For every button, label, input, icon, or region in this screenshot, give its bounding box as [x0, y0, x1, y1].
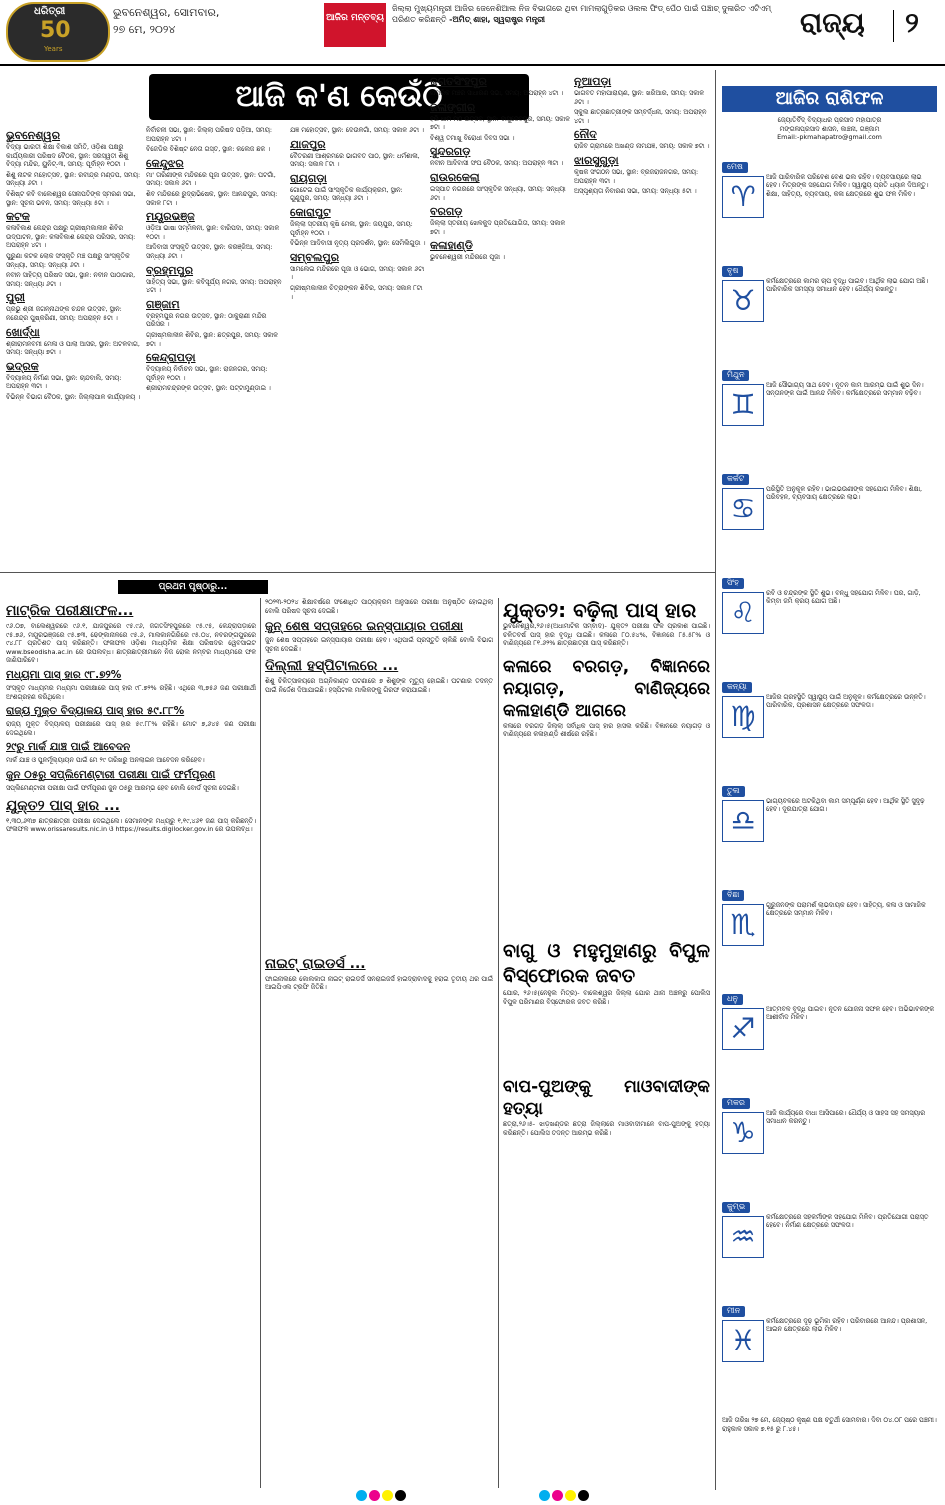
quote-author: -ଅମିତ୍ ଶାହା, ସ୍ୱରାଷ୍ଟ୍ର ମନ୍ତ୍ରୀ — [449, 15, 546, 24]
event-city-heading: କେନ୍ଦ୍ରାପଡ଼ା — [146, 351, 196, 365]
event-item: ବିଶ୍ୱ ତମାଖୁ ବିରୋଧୀ ଦିବସ ସଭା । — [430, 133, 515, 142]
zodiac-text: ଆତ୍ମବଳ ବୃଦ୍ଧି ପାଇବ। ନୂତନ ଯୋଜନା ସଫଳ ହେବ। ଅଭିଭାବକଙ୍କ ଆଶୀର୍ବାଦ ମିଳିବ। — [766, 1004, 935, 1022]
event-item: ନାଗରିକ ମଞ୍ଚର ସାଧାରଣ ସଭା, ସମୟ: ଅପରାହ୍ନ ୪ଟା । — [430, 89, 564, 97]
madhyama-body: ସଂସ୍କୃତ ମାଧ୍ୟମର ମଧ୍ୟମା ପରୀକ୍ଷାରେ ପାସ୍ ହାର ୯୮.୭୨% ରହିଛି। ଏଥିରେ ୩,୭୫୬ ଜଣ ପରୀକ୍ଷାର୍ଥୀ ଅଂଶଗ୍ରହଣ କରିଥିଲେ। — [6, 683, 256, 701]
event-item: ଅସ୍ପୃଶ୍ୟତା ନିବାରଣ ସଭା, ସମୟ: ସନ୍ଧ୍ୟା ୫ଟା । — [574, 187, 697, 196]
event-city-heading: ରାଉରକେଲା — [430, 170, 480, 184]
matric-body: ୯୬.୦୭, ବାଲେଶ୍ୱରରେ ୯୬.୧, ଯାଜପୁରରେ ୯୫.୯୬, ଜଗତସିଂହପୁରରେ ୯୫.୯୫, କେନ୍ଦ୍ରାପଡ଼ାରେ ୯୫.୭୬, ମୟୂରଭଞ୍ଜରେ ୯୫.୭୩, ଢେଙ୍କାନାଳରେ ୯୫.୬, ମାଲକାନଗିରିରେ ୯୫.୦୪, ନବରଙ୍ଗପୁରରେ ୯୪.୮୮ ପ୍ରତିଶତ ପାସ୍ କରିଛନ୍ତି। ଫଳାଫଳ ଓଡ଼ିଶା ମାଧ୍ୟମିକ ଶିକ୍ଷା ପରିଷଦର ୱେବସାଇଟ www.bseodisha.ac.in ରେ ଉପଲବ୍ଧ। ଛାତ୍ରଛାତ୍ରୀମାନେ ନିଜ ରୋଲ ନମ୍ବର ମାଧ୍ୟମରେ ଫଳ ଜାଣିପାରିବେ। — [6, 622, 256, 665]
zodiac-icon: ♓ — [722, 1320, 764, 1362]
zodiac-name: ମକର — [722, 1098, 750, 1109]
zodiac-icon: ♏ — [722, 904, 764, 946]
apply-heading: ୨୯ରୁ ମାର୍କ ଯାଞ୍ଚ ପାଇଁ ଆବେଦନ — [6, 741, 131, 754]
event-city-heading: କଳାହାଣ୍ଡି — [430, 239, 473, 253]
page-number: ୨ — [905, 6, 919, 39]
event-item: ଜିଲ୍ଲା ସ୍ତରୀୟ ଖେଳକୁଦ ପ୍ରତିଯୋଗିତା, ସମୟ: ସକାଳ ୭ଟା । — [430, 219, 566, 236]
event-item: କୃଷକ ସଂଗଠନ ସଭା, ସ୍ଥାନ: ବ୍ରଜରାଜନଗର, ସମୟ: ଅପରାହ୍ନ ୩ଟା । — [574, 167, 699, 185]
event-city-heading: କଟକ — [6, 210, 30, 224]
bagu-heading: ବାଗୁ ଓ ମହୁମୁହାଣରୁ ବିପୁଳ ବିସ୍ଫୋରକ ଜବତ — [503, 939, 710, 987]
matric-heading: ମାଟ୍ରିକ ପରୀକ୍ଷାଫଳ... — [6, 603, 134, 619]
event-item: ଶ୍ରୀରାମନବମୀ ମେଳା ଓ ପାଲା ଆସର, ସ୍ଥାନ: ଅଟଳବାଗ, ସମୟ: ସନ୍ଧ୍ୟା ୭ଟା । — [6, 339, 140, 357]
event-city-heading: ଖୋର୍ଦ୍ଧା — [6, 325, 40, 339]
quote-text: ଜିଲ୍ଲା ମୁଖ୍ୟମନ୍ତ୍ରୀ ଆଜିର ଜେନେଶିଆଲ ନିଜ ବିଭାଗରେ ଥିବା ମାମଲାଗୁଡ଼ିକର ଓଲଲ ଫିଡ୍ ପେଁଠ ପାଇଁ ପଞ୍ଚାଚ୍ ଦୁଳାରିତ ଏଟିଏମ୍ ପରିଣତ କରିଛନ୍ତି -ଅମିତ୍ ଶାହା, ସ୍ୱରାଷ୍ଟ୍ର ମନ୍ତ୍ରୀ — [392, 4, 772, 24]
madhyama-heading: ମଧ୍ୟମା ପାସ୍ ହାର ୯୮.୭୨% — [6, 668, 122, 681]
event-item: ପୁରୁଣା କଟକ ଲୋକ ସଂସ୍କୃତି ମଞ୍ଚ ପକ୍ଷରୁ ସାଂସ୍କୃତିକ ସନ୍ଧ୍ୟା, ସମୟ: ସନ୍ଧ୍ୟା ୬ଟା । — [6, 251, 130, 269]
inspire-heading: ଜୁନ୍ ଶେଷ ସପ୍ତାହରେ ଇନ୍‌ସ୍ପାୟାର ପରୀକ୍ଷା — [265, 619, 464, 634]
zodiac-text: ଆଜି ସୌଭାଗ୍ୟ ସାଥ ଦେବ। ନୂତନ କାମ ଆରମ୍ଭ ପାଇଁ ଶୁଭ ଦିନ। ସନ୍ତାନଙ୍କ ପାଇଁ ଆନନ୍ଦ ମିଳିବ। କର୍ମକ୍ଷେତ୍ରରେ ସମ୍ମାନ ବଢ଼ିବ। — [766, 380, 924, 398]
zodiac-icon: ♒ — [722, 1216, 764, 1258]
zodiac-name: ସିଂହ — [722, 578, 744, 589]
event-item: ଶ୍ରୀରାମଚନ୍ଦ୍ରଙ୍କ ଉତ୍ସବ, ସ୍ଥାନ: ପଟ୍ଟାମୁଣ୍ଡାଇ । — [146, 384, 271, 393]
event-city-heading: ସମ୍ବଲପୁର — [290, 250, 340, 264]
zodiac-sign — [722, 162, 937, 213]
plus2-big-heading: ଯୁକ୍ତ୨: ବଢ଼ିଲା ପାସ୍ ହାର — [503, 598, 697, 622]
event-item: ଓଡ଼ିଆ ଭାଷା ସମ୍ମିଳନୀ, ସ୍ଥାନ: ବାରିପଦା, ସମୟ: ସକାଳ ୧୦ଟା । — [146, 224, 280, 241]
event-city-heading: ବରଗଡ଼ — [430, 205, 463, 219]
color-registration-bar — [0, 1486, 945, 1498]
plus2-big-body: ଭୁବନେଶ୍ୱର,୨୬।୫(ଅଧାମାଟିକ ସମ୍ବାଦ)- ଯୁକ୍ତ୨ ପରୀକ୍ଷା ଫଳ ପ୍ରକାଶ ପାଇଛି। ଚଳିତବର୍ଷ ପାସ୍ ହାର ବୃଦ୍ଧି ପାଇଛି। କଳାରେ ୮୦.୫୪%, ବିଜ୍ଞାନରେ ୮୫.୫୮% ଓ ବାଣିଜ୍ୟରେ ୮୧.୬୨% ଛାତ୍ରଛାତ୍ରୀ ପାସ୍ କରିଛନ୍ତି। — [503, 622, 710, 648]
zodiac-text: କର୍ମକ୍ଷେତ୍ରରେ ଦୃଢ଼ ଭୂମିକା ରହିବ। ପରିବାରରେ ଆନନ୍ଦ। ପ୍ରଶାସନ, ଆଇନ କ୍ଷେତ୍ରରେ ଲାଭ ମିଳିବ। — [766, 1316, 928, 1334]
event-city-heading: ଜଳାଙ୍ଗୀର — [430, 100, 476, 114]
event-city-heading: ଭଦ୍ରକ — [6, 359, 39, 373]
article-col-c — [503, 598, 710, 1488]
bagu-body: ଯୋର, ୨୬।୫(ନେହୁଲ ମିତ୍ର)- ବାଲେଶ୍ୱର ଜିଲ୍ଲା ଯୋର ଥାନା ଅଞ୍ଚଳରୁ ପୋଲିସ ବିପୁଳ ପରିମାଣର ବିସ୍ଫୋରକ ଜବତ କରିଛି। — [503, 988, 710, 1006]
event-city-heading: ଯାଜପୁର — [290, 137, 326, 151]
logo — [6, 2, 110, 62]
night-body: ଫାଇନାଲରେ କୋଲକାତା ନାଇଟ୍ ରାଇଡର୍ସ ସନରାଇଜର୍ସ ହାଇଦ୍ରାବାଦକୁ ହରାଇ ତୃତୀୟ ଥର ପାଇଁ ଆଇପିଏଲ ଟ୍ରଫି ଜିତିଛି। — [265, 974, 493, 992]
zodiac-icon: ♑ — [722, 1112, 764, 1154]
quote-tag: ଆଜିର ମନ୍ତବ୍ୟ — [324, 3, 386, 47]
event-city-heading: ଗଞ୍ଜାମ — [146, 297, 180, 311]
event-city-heading: ଜଗତସିଂହପୁର — [430, 75, 487, 88]
inspire-body: ଜୁନ ଶେଷ ସପ୍ତାହରେ ଇନ୍‌ସ୍ପାୟାର ପରୀକ୍ଷା ହେବ। ଏଥିପାଇଁ ପ୍ରସ୍ତୁତି ଚାଲିଛି ବୋଲି ବିଭାଗ ସୂଚନା ଦେଇଛି। — [265, 636, 493, 653]
zodiac-icon: ♋ — [722, 488, 764, 530]
continued-label: ପ୍ରଥମ ପୃଷ୍ଠାରୁ... — [118, 580, 268, 594]
event-item: ଗ୍ରୀଷ୍ମକାଳୀନ ଚିତ୍ରାଙ୍କନ ଶିବିର, ସମୟ: ସକାଳ ୮ଟା । — [290, 283, 423, 301]
event-city-heading: କେନ୍ଦୁଝର — [146, 156, 184, 170]
bap-heading: ବାପ-ପୁଅଙ୍କୁ ମାଓବାଦୀଙ୍କ ହତ୍ୟା — [503, 1077, 710, 1120]
event-item: ନବୀନ ଆଦିବାସୀ ସଂଘ ବୈଠକ, ସମୟ: ଅପରାହ୍ନ ୩ଟା । — [430, 159, 564, 168]
event-city-heading: ବ୍ରହ୍ମପୁର — [146, 263, 194, 277]
rashifala-footer: ଆଜି ତାରିଖ ୨୭ ମେ, ଜ୍ୟେଷ୍ଠ କୃଷ୍ଣ ପକ୍ଷ ଚତୁର୍ଥୀ ସୋମବାର। ଦିବା ୦୪.୦୮ ପରେ ପଞ୍ଚମୀ। ରାହୁକାଳ ସକାଳ ୭.୧୫ ରୁ ୮.୪୫। — [722, 1416, 937, 1433]
rajya-heading: ରାଜ୍ୟ ମୁକ୍ତ ବିଦ୍ୟାଳୟ ପାସ୍ ହାର ୫୯.୮୮% — [6, 705, 185, 718]
zodiac-sign — [722, 682, 937, 733]
zodiac-name: ମିଥୁନ — [722, 370, 749, 381]
event-city-heading: ନୂଆପଡ଼ା — [574, 75, 612, 88]
event-item: ଭୁବନେଶ୍ୱରୀ ମନ୍ଦିରରେ ପୂଜା । — [430, 253, 505, 262]
logo-years-label: Years — [44, 45, 63, 53]
apply-body: ମାର୍କ ଯାଞ୍ଚ ଓ ପୁନର୍ମୂଲ୍ୟାୟନ ପାଇଁ ମେ ୨୯ ତାରିଖରୁ ଅନଲାଇନ ଆବେଦନ କରିହେବ। — [6, 756, 205, 765]
event-item: ବିଜେଡିର ବିଶିଷ୍ଟ ନେତା ଗସ୍ତ, ସ୍ଥାନ: କଲେଜ ଛକ । — [146, 145, 271, 154]
delhi-body: ଶିଶୁ ଚିକିତ୍ସାଳୟରେ ଅଗ୍ନିକାଣ୍ଡ ଘଟଣାରେ ୭ ଶିଶୁଙ୍କ ମୃତ୍ୟୁ ହୋଇଛି। ଘଟଣାର ତଦନ୍ତ ପାଇଁ ନିର୍ଦ୍ଦେଶ ଦିଆଯାଇଛି। ହସ୍ପିଟାଲ ମାଲିକଙ୍କୁ ଗିରଫ କରାଯାଇଛି। — [265, 677, 493, 694]
zodiac-sign — [722, 1202, 937, 1253]
event-item: ପ୍ରଭୁ ଶ୍ରୀ ଜଗନ୍ନାଥଙ୍କ ଚନ୍ଦନ ଉତ୍ସବ, ସ୍ଥାନ: ନରେନ୍ଦ୍ର ପୁଷ୍କରିଣୀ, ସମୟ: ଅପରାହ୍ନ ୫ଟା । — [6, 305, 122, 322]
event-city-heading: ପୁରୀ — [6, 291, 25, 305]
logo-years: 50 — [40, 18, 71, 43]
events-col3 — [290, 126, 426, 566]
zodiac-name: ବୃଷ — [722, 266, 743, 277]
zodiac-name: କନ୍ୟା — [722, 682, 752, 693]
zodiac-sign — [722, 1306, 937, 1357]
event-item: ସ୍କୁଲ ଛାତ୍ରଛାତ୍ରୀଙ୍କ ସମ୍ବର୍ଦ୍ଧନା, ସମୟ: ଅପରାହ୍ନ ୪ଟା । — [574, 108, 707, 125]
zodiac-name: ମେଷ — [722, 162, 748, 173]
event-item: ଜିଲ୍ଲା ସ୍ତରୀୟ କୃଷି ମେଳା, ସ୍ଥାନ: ଜୟପୁର, ସମୟ: ପୂର୍ବାହ୍ନ ୧୦ଟା । — [290, 219, 413, 237]
event-city-heading: ରାୟଗଡ଼ା — [290, 171, 327, 185]
zodiac-name: ଧନୁ — [722, 994, 743, 1005]
rashifala-byline: ଜ୍ୟୋତିର୍ବିଦ୍ ବିଦ୍ୟାଧର ପ୍ରସାଦ ମହାପାତ୍ର ମଙ୍ଗଳାପ୍ରସାଦ ଶାସନ, କାଞ୍ଚନା, ଗଞ୍ଜାମ Email:-pkmahapatro@gmail.com — [777, 116, 882, 142]
zodiac-sign — [722, 578, 937, 629]
event-city-heading: ସୁନ୍ଦରଗଡ଼ — [430, 145, 471, 159]
section-title: ରାଜ୍ୟ — [800, 6, 865, 39]
event-item: ମା' ତାରିଣୀଙ୍କ ମନ୍ଦିରରେ ପୂଜା ଉତ୍ସବ, ସ୍ଥାନ: ଘଟଗାଁ, ସମୟ: ସକାଳ ୬ଟା । — [146, 170, 276, 188]
delhi-heading: ଦିଲ୍ଲୀ ହସ୍ପିଟାଲରେ ... — [265, 658, 399, 675]
article-col-a — [6, 598, 256, 1488]
event-item: ଭାଗବତ ମହାପାରାୟଣ, ସ୍ଥାନ: ଖରିଆର, ସମୟ: ସକାଳ ୬ଟା । — [574, 89, 704, 106]
zodiac-text: କର୍ମକ୍ଷେତ୍ରରେ ସହକର୍ମୀଙ୍କ ସହଯୋଗ ମିଳିବ। ପ୍ରତିଯୋଗୀ ପରାସ୍ତ ହେବେ। ନିର୍ମାଣ କ୍ଷେତ୍ରରେ ସଫଳତା। — [766, 1212, 929, 1230]
rajya-body: ରାଜ୍ୟ ମୁକ୍ତ ବିଦ୍ୟାଳୟ ପରୀକ୍ଷାରେ ପାସ୍ ହାର ୫୯.୮୮% ରହିଛି। ମୋଟ ୭,୬୪୫ ଜଣ ପରୀକ୍ଷା ଦେଇଥିଲେ। — [6, 720, 256, 737]
event-item: କଳାବିକାଶ କେନ୍ଦ୍ର ପକ୍ଷରୁ ଗ୍ରୀଷ୍ମକାଳୀନ ଶିବିର ଉଦ୍‌ଘାଟନ, ସ୍ଥାନ: କଳାବିକାଶ କେନ୍ଦ୍ର ପରିସର, ସମୟ: ଅପରାହ୍ନ ୪ଟା । — [6, 224, 136, 250]
events-col1 — [6, 126, 142, 566]
event-item: ନବୀନ ସାହିତ୍ୟ ପରିଷଦ ସଭା, ସ୍ଥାନ: ନବୀନ ପାଠାଗାର, ସମୟ: ସନ୍ଧ୍ୟା ୬ଟା । — [6, 271, 136, 288]
event-city-heading: କୋରାପୁଟ — [290, 205, 331, 219]
event-item: ବିଦ୍ୟାଳୟ ନିର୍ମାଣ ସଭା, ସ୍ଥାନ: ଚାନ୍ଦବାଲି, ସମୟ: ଅପରାହ୍ନ ୩ଟା । — [6, 373, 122, 391]
zodiac-text: ରବି ଓ ଚନ୍ଦ୍ରଙ୍କ ସ୍ଥିତି ଶୁଭ। ବନ୍ଧୁ ସହଯୋଗ ମିଳିବ। ଘର, ଗାଡ଼ି, କିମ୍ବା ଜମି କ୍ରୟ ଯୋଗ ଅଛି। — [766, 588, 921, 606]
zodiac-text: ଆଜିର ଗ୍ରହସ୍ଥିତି ସ୍ୱାସ୍ଥ୍ୟ ପାଇଁ ଅନୁକୂଳ। କର୍ମକ୍ଷେତ୍ରରେ ଉନ୍ନତି। ପାରିବାରିକ, ପ୍ରଶାସନ କ୍ଷେତ୍ରରେ ସଫଳତା। — [766, 692, 926, 710]
article-col-b — [265, 598, 493, 1488]
event-city-heading: ଝାରସୁଗୁଡ଼ା — [574, 153, 619, 167]
zodiac-sign — [722, 994, 937, 1045]
events-banner: ଆଜି କ'ଣ କେଉଁଠି — [149, 74, 529, 120]
event-item: ଗୋଟେଇ ପାଇଁ ସାଂସ୍କୃତିକ କାର୍ଯ୍ୟକ୍ରମ, ସ୍ଥାନ: ଗୁଣୁପୁର, ସମୟ: ସନ୍ଧ୍ୟା ୬ଟା । — [290, 185, 403, 203]
zodiac-text: ପରିସ୍ଥିତି ଅନୁକୂଳ ରହିବ। ଭାଇଭଉଣୀଙ୍କ ସହଯୋଗ ମିଳିବ। ଶିକ୍ଷା, ପରିବହନ, ବ୍ୟବସାୟ କ୍ଷେତ୍ରରେ ଲାଭ। — [766, 484, 923, 502]
zodiac-name: ମୀନ — [722, 1306, 745, 1317]
zodiac-text: ଆଜି କାର୍ଯ୍ୟରେ ବାଧା ଆସିପାରେ। ଧୈର୍ଯ୍ୟ ଓ ସାହସ ସହ ସମସ୍ୟାର ସମାଧାନ କରନ୍ତୁ। — [766, 1108, 926, 1126]
zodiac-sign — [722, 890, 937, 941]
event-item: ବିଶିଷ୍ଟ କବି ବାଲେଶ୍ୱର ସେନାପତିଙ୍କ ସ୍ମରଣ ସଭା, ସ୍ଥାନ: ସୂଚନା ଭବନ, ସମୟ: ସନ୍ଧ୍ୟା ୫ଟା । — [6, 189, 136, 207]
zodiac-sign — [722, 1098, 937, 1149]
events-col5 — [574, 72, 712, 566]
event-item: ଶିଶୁ ନାଟକ ମହୋତ୍ସବ, ସ୍ଥାନ: ରବୀନ୍ଦ୍ର ମଣ୍ଡପ, ସମୟ: ସନ୍ଧ୍ୟା ୬ଟା । — [6, 170, 141, 188]
event-item: ବିଭିନ୍ନ ଆଦିବାସୀ ନୃତ୍ୟ ପ୍ରଦର୍ଶନ, ସ୍ଥାନ: ସେମିଲିଗୁଡ଼ା । — [290, 239, 426, 248]
night-heading: ନାଇଟ୍ ରାଇଡର୍ସ ... — [265, 955, 366, 972]
event-item: ରାଜିବ ଗ୍ରାମରେ ଅଖଣ୍ଡ ନାମଯଜ୍ଞ, ସମୟ: ସକାଳ ୭ଟା । — [574, 142, 710, 151]
zodiac-icon: ♐ — [722, 1008, 764, 1050]
zodiac-name: ବିଛା — [722, 890, 744, 901]
event-item: ବିଦ୍ୟାଳୟ ନିର୍ବାଚନ ସଭା, ସ୍ଥାନ: ରାଜନଗର, ସମୟ: ପୂର୍ବାହ୍ନ ୧୦ଟା । — [146, 365, 268, 382]
zodiac-text: କର୍ମକ୍ଷେତ୍ରରେ କାମର ଚାପ ବୃଦ୍ଧି ପାଇବ। ଆର୍ଥିକ ଲାଭ ଯୋଗ ଅଛି। ପାରିବାରିକ ସମସ୍ୟା ସମାଧାନ ହେବ। ଧୈର୍ଯ୍ୟ ରଖନ୍ତୁ। — [766, 276, 929, 294]
june-heading: ଜୁନ ୦୫ରୁ ସପ୍ଲିମେଣ୍ଟାରୀ ପରୀକ୍ଷା ପାଇଁ ଫର୍ମପୂରଣ — [6, 768, 216, 781]
zodiac-sign — [722, 370, 937, 421]
dateline: ଭୁବନେଶ୍ୱର, ସୋମବାର, — [113, 6, 220, 19]
zodiac-icon: ♉ — [722, 280, 764, 322]
masthead — [0, 0, 945, 68]
event-item: ହରି ଧାମ ମଠ ଉତ୍ସବ, ସ୍ଥାନ: ବାସୁଦେବପୁର, ସମୟ: ସକାଳ ୭ଟା । — [430, 114, 570, 132]
zodiac-icon: ♈ — [722, 176, 764, 218]
event-city-heading: ନୌଦ — [574, 128, 597, 142]
event-item: ବୈତରଣୀ ଆଶ୍ରମରେ ଭାଗବତ ପାଠ, ସ୍ଥାନ: ଧର୍ମଶାଳା, ସମୟ: ସକାଳ ୮ଟା । — [290, 151, 420, 169]
june-body: ସପ୍ଲିମେଣ୍ଟାରୀ ପରୀକ୍ଷା ପାଇଁ ଫର୍ମପୂରଣ ଜୁନ ୦୫ରୁ ଆରମ୍ଭ ହେବ ବୋଲି ବୋର୍ଡ ସୂଚନା ଦେଇଛି। — [6, 783, 239, 792]
zodiac-text: ଗୁରୁଜନଙ୍କ ପରାମର୍ଶ ଲାଭଦାୟକ ହେବ। ସାହିତ୍ୟ, କଳା ଓ ସାମାଜିକ କ୍ଷେତ୍ରରେ ସମ୍ମାନ ମିଳିବ। — [766, 900, 926, 918]
event-item: ବ୍ରହ୍ମପୁର ନଗର ଉତ୍ସବ, ସ୍ଥାନ: ଠାକୁରାଣୀ ମନ୍ଦିର ପରିସର । — [146, 311, 267, 329]
zodiac-sign — [722, 786, 937, 837]
rashifala-title: ଆଜିର ରାଶିଫଳ — [722, 86, 937, 112]
plus2-heading: ଯୁକ୍ତ୨ ପାସ୍ ହାର ... — [6, 797, 120, 814]
event-item: ସାମଲେଇ ମନ୍ଦିରରେ ପୂଜା ଓ ଭୋଗ, ସମୟ: ସକାଳ ୬ଟା । — [290, 264, 425, 282]
zodiac-name: କୁମ୍ଭ — [722, 1202, 750, 1213]
zodiac-icon: ♎ — [722, 800, 764, 842]
logo-name: ଧରିତ୍ରୀ — [34, 6, 66, 17]
zodiac-icon: ♍ — [722, 696, 764, 738]
event-item: ଶିବ ମନ୍ଦିରରେ ରୁଦ୍ରାଭିଷେକ, ସ୍ଥାନ: ଆନନ୍ଦପୁର, ସମୟ: ସକାଳ ୮ଟା । — [146, 189, 278, 207]
events-col4 — [430, 72, 570, 566]
bap-body: ଛତ୍ରା,୨୬।୫- ଝାଡ଼ଖଣ୍ଡର ଛତ୍ରା ଜିଲ୍ଲାରେ ମାଓବାଦୀମାନେ ବାପ-ପୁଅଙ୍କୁ ହତ୍ୟା କରିଛନ୍ତି। ପୋଲିସ ତଦନ୍ତ ଆରମ୍ଭ କରିଛି। — [503, 1120, 710, 1137]
event-city-heading: ମୟୂରଭଞ୍ଜ — [146, 210, 195, 224]
zodiac-sign — [722, 266, 937, 317]
date: ୨୭ ମେ, ୨୦୨୪ — [113, 23, 176, 36]
zodiac-text: ଆଜି ପାରିବାରିକ ପରିବେଶ ବେଶ ଭଲ ରହିବ। ବ୍ୟବସାୟରେ ଲାଭ ହେବ। ମିତ୍ରଙ୍କ ସହଯୋଗ ମିଳିବ। ସ୍ୱାସ୍ଥ୍ୟ ପ୍ରତି ଧ୍ୟାନ ଦିଅନ୍ତୁ। ଶିକ୍ଷା, ସାହିତ୍ୟ, ବ୍ୟବସାୟ, କଳା କ୍ଷେତ୍ରରେ ଶୁଭ ଫଳ ମିଳିବ। — [766, 172, 929, 198]
event-city-heading: ଭୁବନେଶ୍ୱର — [6, 129, 61, 142]
event-item: ବିଦ୍ୟା ଭାରତୀ ଶିକ୍ଷା ବିକାଶ ସମିତି, ଓଡ଼ିଶା ପକ୍ଷରୁ କାର୍ଯ୍ୟକାରୀ ପରିଷଦ ବୈଠକ, ସ୍ଥାନ: ସରସ୍ୱତୀ ଶିଶୁ ବିଦ୍ୟା ମନ୍ଦିର, ୟୁନିଟ୍-୩, ସମୟ: ପୂର୍ବାହ୍ନ ୧୦ଟା । — [6, 143, 129, 169]
event-item: ବିଭିନ୍ନ ବିଭାଗ ବୈଠକ, ସ୍ଥାନ: ଜିଲ୍ଲାପାଳ କାର୍ଯ୍ୟାଳୟ । — [6, 392, 141, 401]
event-item: ସାହିତ୍ୟ ସଭା, ସ୍ଥାନ: କବିସୂର୍ଯ୍ୟ ନଗର, ସମୟ: ଅପରାହ୍ନ ୪ଟା । — [146, 277, 282, 295]
event-item: ଆଦିବାସୀ ସଂସ୍କୃତି ଉତ୍ସବ, ସ୍ଥାନ: କରଞ୍ଜିଆ, ସମୟ: ସନ୍ଧ୍ୟା ୬ଟା । — [146, 243, 273, 260]
zodiac-text: ଭାଗ୍ୟବଳରେ ଅଟକିଥିବା କାମ ସମ୍ପୂର୍ଣ୍ଣ ହେବ। ଆର୍ଥିକ ସ୍ଥିତି ସୁଦୃଢ଼ ହେବ। ଦୂରଯାତ୍ରା ଯୋଗ। — [766, 796, 925, 814]
event-item: ଇସ୍ପାତ ନଗରରେ ସାଂସ୍କୃତିକ ସନ୍ଧ୍ୟା, ସମୟ: ସନ୍ଧ୍ୟା ୬ଟା । — [430, 184, 566, 202]
zodiac-name: ତୁଳା — [722, 786, 745, 797]
col2-top: ୨୦୨୩-୨୦୨୪ ଶିକ୍ଷାବର୍ଷରେ ସଂଶୋଧିତ ପାଠ୍ୟକ୍ରମ ଅନୁସାରେ ପରୀକ୍ଷା ଅନୁଷ୍ଠିତ ହୋଇଥିଲା ବୋଲି ପରିଷଦ ସୂଚନା ଦେଇଛି। — [265, 598, 493, 615]
events-col2 — [146, 126, 286, 566]
kala-body: କଳାରେ ବରଗଡ଼ ଜିଲ୍ଲା ସର୍ବାଧିକ ପାସ୍ ହାର ହାସଲ କରିଛି। ବିଜ୍ଞାନରେ ନୟାଗଡ଼ ଓ ବାଣିଜ୍ୟରେ କଳାହାଣ୍ଡି ଶୀର୍ଷରେ ରହିଛି। — [503, 721, 710, 739]
zodiac-name: କର୍କଟ — [722, 474, 749, 485]
zodiac-icon: ♌ — [722, 592, 764, 634]
event-item: ନିର୍ବାଚନୀ ସଭା, ସ୍ଥାନ: ଜିଲ୍ଲା ପରିଷଦ ପଡ଼ିଆ, ସମୟ: ଅପରାହ୍ନ ୪ଟା । — [146, 126, 273, 143]
plus2-body: ୧,୩୦,୬୩୭ ଛାତ୍ରଛାତ୍ରୀ ପରୀକ୍ଷା ଦେଇଥିଲେ। ସେମାନଙ୍କ ମଧ୍ୟରୁ ୧,୧୯,୪୬୧ ଜଣ ପାସ୍ କରିଛନ୍ତି। ଫଳାଫଳ www.orissaresults.nic.in ଓ https://results.digilocker.gov.in ରେ ଉପଲବ୍ଧ। — [6, 816, 256, 834]
zodiac-icon: ♊ — [722, 384, 764, 426]
event-item: ଗ୍ରୀଷ୍ମକାଳୀନ ଶିବିର, ସ୍ଥାନ: ଛତ୍ରପୁର, ସମୟ: ସକାଳ ୭ଟା । — [146, 330, 278, 348]
zodiac-sign — [722, 474, 937, 525]
event-item: ଯଜ୍ଞ ମହୋତ୍ସବ, ସ୍ଥାନ: ଦେଉଳଗାଁ, ସମୟ: ସକାଳ ୬ଟା । — [290, 126, 424, 134]
kala-heading: କଳାରେ ବରଗଡ଼, ବିଜ୍ଞାନରେ ନୟାଗଡ଼, ବାଣିଜ୍ୟରେ କଳାହାଣ୍ଡି ଆଗରେ — [503, 656, 710, 721]
